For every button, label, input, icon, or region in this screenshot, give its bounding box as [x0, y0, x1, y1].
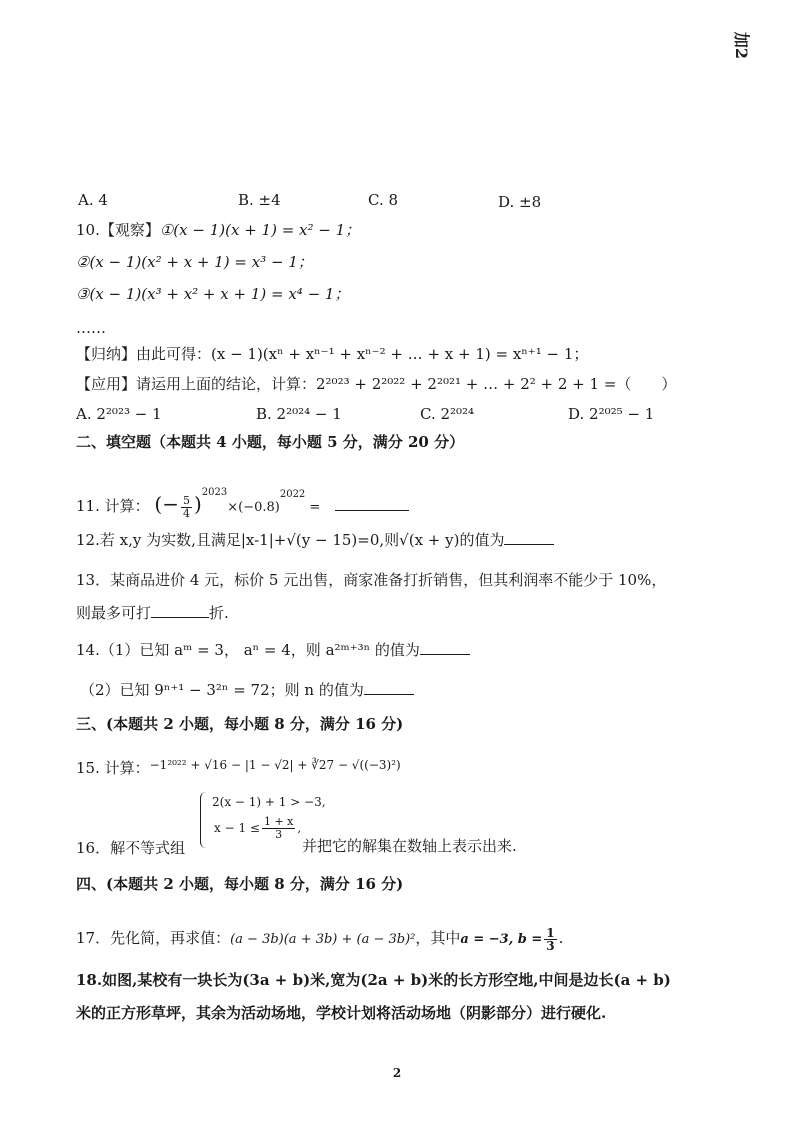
q11-exp-a: 2023: [201, 487, 228, 498]
q16-ineq2-b: ,: [297, 821, 302, 835]
q10-observe: [76, 220, 360, 240]
q14-part1: [76, 640, 470, 660]
q15: [76, 758, 401, 779]
q10-option-a: A. 2²⁰²³ − 1: [76, 405, 162, 423]
q16-suffix: 并把它的解集在数轴上表示出来.: [302, 837, 517, 855]
section-2-heading: 二、填空题（本题共 4 小题，每小题 5 分，满分 20 分）: [76, 433, 465, 451]
q13-line1: 13．某商品进价 4 元，标价 5 元出售，商家准备打折销售，但其利润率不能少于 10%，: [76, 571, 667, 589]
q10-label: 10.【观察】: [76, 221, 160, 239]
q14-part2-text: （2）已知 9ⁿ⁺¹ − 3²ⁿ = 72；则 n 的值为: [80, 681, 364, 699]
q18-line1: 18.如图,某校有一块长为(3a + b)米,宽为(2a + b)米的长方形空地,中间是边长(a + b): [76, 971, 671, 989]
q15-expression: −1²⁰²² + √16 − |1 − √2| + ∛27 − √((−3)²): [149, 758, 401, 772]
q11-answer-blank[interactable]: [335, 496, 409, 511]
q12-answer-blank[interactable]: [504, 530, 554, 545]
q14-part1-text: 14.（1）已知 aᵐ = 3， aⁿ = 4，则 a²ᵐ⁺³ⁿ 的值为: [76, 641, 420, 659]
q10-dots: ……: [76, 319, 106, 337]
q11-frac-num: 5: [182, 493, 190, 507]
q13-text-a: 则最多可打: [76, 604, 152, 622]
q10-option-c: C. 2²⁰²⁴: [420, 405, 475, 423]
q11-frac-den: 4: [182, 506, 190, 520]
q14-part1-blank[interactable]: [420, 640, 470, 655]
q16-fraction: [262, 816, 295, 841]
q17-frac-den: 3: [546, 938, 555, 953]
q16-ineq1: 2(x − 1) + 1 > −3,: [212, 795, 326, 809]
q10-option-d: D. 2²⁰²⁵ − 1: [568, 405, 655, 423]
q18-line2: 米的正方形草坪，其余为活动场地，学校计划将活动场地（阴影部分）进行硬化.: [76, 1004, 607, 1022]
page-number: 2: [392, 1066, 402, 1080]
q11-eq: =: [305, 500, 321, 515]
q17: [76, 918, 563, 960]
q14-part2: [80, 680, 414, 700]
q17-mid: ，其中: [415, 929, 461, 947]
q11-exp-b: 2022: [279, 489, 306, 500]
q13-answer-blank[interactable]: [151, 603, 209, 618]
q10-obs3: ③(x − 1)(x³ + x² + x + 1) = x⁴ − 1；: [76, 285, 350, 303]
q10-apply: 【应用】请运用上面的结论，计算：2²⁰²³ + 2²⁰²² + 2²⁰²¹ + … + 2² + 2 + 1 =（ ）: [76, 375, 677, 393]
q11-mid: ×(−0.8): [227, 500, 280, 515]
q9-option-a: A. 4: [78, 191, 108, 209]
q17-condition: a = −3, b =: [460, 932, 543, 947]
q9-option-d: D. ±8: [498, 193, 542, 211]
q17-end: .: [558, 929, 564, 947]
q14-part2-blank[interactable]: [364, 680, 414, 695]
q11-prefix: 11. 计算：: [76, 497, 150, 515]
q16-frac-den: 3: [275, 828, 283, 841]
q12-text: 12.若 x,y 为实数,且满足|x-1|+√(y − 15)=0,则√(x + y)的值为: [76, 531, 505, 549]
q16-brace: [200, 792, 207, 848]
corner-mark: 加2: [731, 31, 751, 60]
q10-obs1: ①(x − 1)(x + 1) = x² − 1；: [159, 221, 361, 239]
q16-prefix: 16．解不等式组: [76, 839, 186, 857]
q16-ineq2-a: x − 1 ≤: [214, 821, 260, 835]
q17-prefix: 17．先化简，再求值：: [76, 929, 231, 947]
q13-text-b: 折.: [209, 604, 229, 622]
section-3-heading: 三、(本题共 2 小题，每小题 8 分，满分 16 分): [76, 715, 404, 733]
q11: [76, 484, 409, 528]
q16-ineq2: [214, 816, 301, 841]
q15-prefix: 15. 计算：: [76, 759, 150, 777]
q11-paren-close: ): [193, 492, 202, 516]
q16-frac-num: 1 + x: [263, 815, 294, 828]
q13-line2: [76, 603, 229, 623]
q17-expression: (a − 3b)(a + 3b) + (a − 3b)²: [230, 932, 416, 947]
section-4-heading: 四、(本题共 2 小题，每小题 8 分，满分 16 分): [76, 875, 404, 893]
q9-option-b: B. ±4: [238, 191, 281, 209]
q11-fraction: [181, 495, 192, 520]
q9-option-c: C. 8: [368, 191, 399, 209]
q10-option-b: B. 2²⁰²⁴ − 1: [256, 405, 342, 423]
q10-induce: 【归纳】由此可得：(x − 1)(xⁿ + xⁿ⁻¹ + xⁿ⁻² + … + x + 1) = xⁿ⁺¹ − 1；: [76, 345, 589, 363]
q12: [76, 530, 554, 550]
q17-frac-num: 1: [546, 925, 555, 940]
q10-obs2: ②(x − 1)(x² + x + 1) = x³ − 1；: [76, 253, 313, 271]
q11-paren-open: (−: [154, 492, 179, 516]
q17-fraction: [544, 927, 556, 952]
